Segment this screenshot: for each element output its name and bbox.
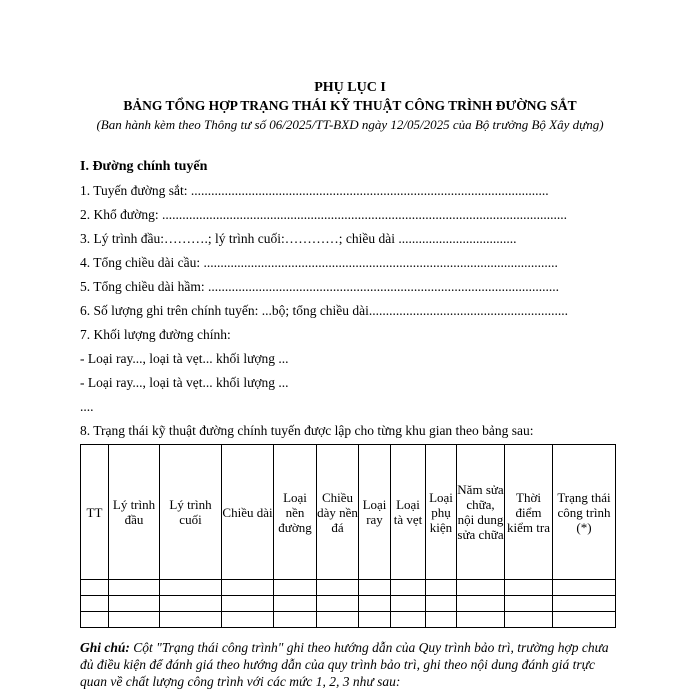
document-title: BẢNG TỔNG HỢP TRẠNG THÁI KỸ THUẬT CÔNG TRÌNH ĐƯỜNG SẮT bbox=[123, 98, 577, 113]
table-cell bbox=[359, 596, 391, 612]
line-rail-type-1: - Loại ray..., loại tà vẹt... khối lượng ... bbox=[80, 351, 289, 366]
table-cell bbox=[505, 612, 553, 628]
header-cell: Lý trình cuối bbox=[160, 445, 222, 580]
table-cell bbox=[109, 596, 160, 612]
header-cell: Thời điểm kiểm tra bbox=[505, 445, 553, 580]
table-cell bbox=[317, 612, 359, 628]
table-cell bbox=[553, 580, 616, 596]
header-cell: Trạng thái công trình (*) bbox=[553, 445, 616, 580]
table-cell bbox=[81, 612, 109, 628]
table-cell bbox=[317, 580, 359, 596]
table-cell bbox=[359, 612, 391, 628]
table-cell bbox=[160, 580, 222, 596]
table-cell bbox=[457, 580, 505, 596]
table-cell bbox=[81, 596, 109, 612]
table-cell bbox=[391, 612, 426, 628]
header-cell: Loại tà vẹt bbox=[391, 445, 426, 580]
header-cell: Lý trình đầu bbox=[109, 445, 160, 580]
document-subtitle: (Ban hành kèm theo Thông tư số 06/2025/TT-BXD ngày 12/05/2025 của Bộ trưởng Bộ Xây dựng) bbox=[96, 117, 604, 132]
appendix-heading: PHỤ LỤC I bbox=[314, 80, 386, 95]
table-cell bbox=[222, 596, 274, 612]
line-route: 1. Tuyến đường sắt: .......................................................................................................... bbox=[80, 183, 549, 198]
line-chainage: 3. Lý trình đầu:……….; lý trình cuối:…………; chiều dài ................................... bbox=[80, 231, 517, 246]
table-cell bbox=[274, 580, 317, 596]
header-cell: Chiều dài bbox=[222, 445, 274, 580]
table-cell bbox=[426, 596, 457, 612]
table-cell bbox=[426, 580, 457, 596]
line-ellipsis: .... bbox=[80, 399, 94, 414]
table-cell bbox=[160, 596, 222, 612]
table-cell bbox=[81, 580, 109, 596]
header-cell: Loại nền đường bbox=[274, 445, 317, 580]
table-cell bbox=[222, 580, 274, 596]
table-cell bbox=[391, 580, 426, 596]
note-text: Cột "Trạng thái công trình" ghi theo hướng dẫn của Quy trình bảo trì, trường hợp chưa đủ điều kiện để đánh giá theo hướng dẫn của quy trình bảo trì, ghi theo nội dung đánh giá trực quan về chất lượng công trình với các mức 1, 2, 3 như sau: bbox=[80, 640, 609, 689]
technical-status-table bbox=[80, 444, 616, 628]
table-cell bbox=[317, 596, 359, 612]
section-heading: I. Đường chính tuyến bbox=[80, 159, 208, 174]
footnote bbox=[80, 639, 620, 690]
table-cell bbox=[274, 612, 317, 628]
table-cell bbox=[109, 580, 160, 596]
document-page bbox=[80, 80, 620, 689]
table-cell bbox=[553, 612, 616, 628]
line-main-quantity: 7. Khối lượng đường chính: bbox=[80, 327, 231, 342]
note-label: Ghi chú: bbox=[80, 640, 130, 655]
table-cell bbox=[553, 596, 616, 612]
line-switches: 6. Số lượng ghi trên chính tuyến: ...bộ; tổng chiều dài........................................................... bbox=[80, 303, 569, 318]
table-row bbox=[81, 580, 616, 596]
table-cell bbox=[109, 612, 160, 628]
line-bridge-length: 4. Tổng chiều dài cầu: ......................................................................................................... bbox=[80, 255, 558, 270]
line-table-intro: 8. Trạng thái kỹ thuật đường chính tuyến được lập cho từng khu gian theo bảng sau: bbox=[80, 423, 534, 438]
table-cell bbox=[505, 596, 553, 612]
line-gauge: 2. Khổ đường: ........................................................................................................................ bbox=[80, 207, 567, 222]
table-cell bbox=[505, 580, 553, 596]
table-row bbox=[81, 612, 616, 628]
table-cell bbox=[391, 596, 426, 612]
table-header-row bbox=[81, 445, 616, 580]
line-rail-type-2: - Loại ray..., loại tà vẹt... khối lượng ... bbox=[80, 375, 289, 390]
header-cell: Loại ray bbox=[359, 445, 391, 580]
table-cell bbox=[457, 612, 505, 628]
table-cell bbox=[274, 596, 317, 612]
table-cell bbox=[359, 580, 391, 596]
table-cell bbox=[426, 612, 457, 628]
header-cell: Năm sửa chữa, nội dung sửa chữa bbox=[457, 445, 505, 580]
header-cell: Chiều dày nền đá bbox=[317, 445, 359, 580]
header-cell: TT bbox=[81, 445, 109, 580]
table-cell bbox=[160, 612, 222, 628]
table-cell bbox=[457, 596, 505, 612]
table-row bbox=[81, 596, 616, 612]
header-cell: Loại phụ kiện bbox=[426, 445, 457, 580]
line-tunnel-length: 5. Tổng chiều dài hầm: ........................................................................................................ bbox=[80, 279, 559, 294]
table-cell bbox=[222, 612, 274, 628]
